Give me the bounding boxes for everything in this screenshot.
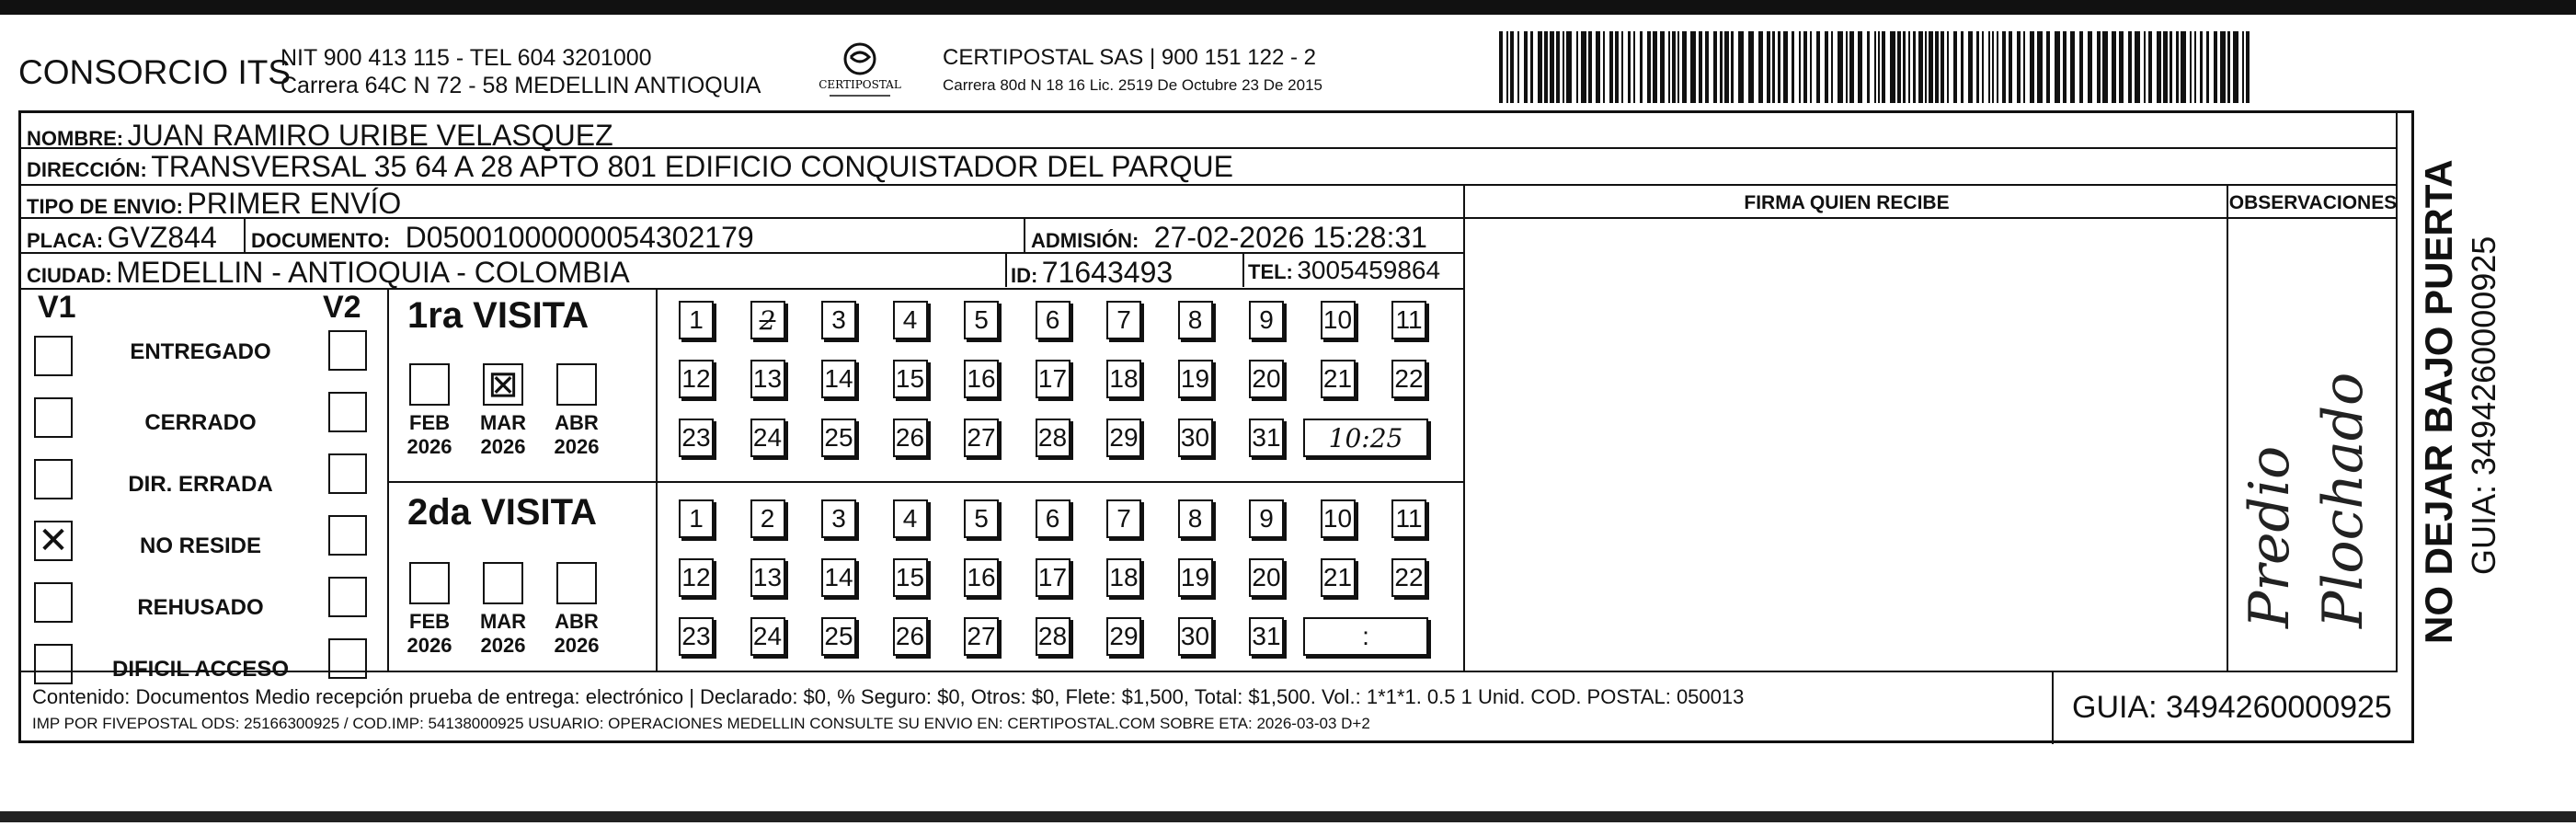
month-name: MAR xyxy=(479,411,527,434)
v1-checkbox[interactable] xyxy=(34,644,73,684)
barcode-bar xyxy=(2088,31,2092,103)
barcode-bar xyxy=(1882,31,1885,103)
barcode-bar xyxy=(2206,31,2209,103)
barcode-bar xyxy=(1544,31,1548,103)
top-border-bar xyxy=(0,0,2576,15)
side-notice: NO DEJAR BAJO PUERTA xyxy=(2417,159,2460,644)
documento-row xyxy=(251,221,754,255)
address-line: Carrera 64C N 72 - 58 MEDELLIN ANTIOQUIA xyxy=(280,73,761,98)
v2-checkbox[interactable] xyxy=(328,515,367,556)
month-year: 2026 xyxy=(406,634,452,657)
day-checkbox[interactable]: 10 xyxy=(1321,301,1356,339)
id-label: ID: xyxy=(1011,264,1038,287)
day-checkbox[interactable]: 30 xyxy=(1178,419,1213,457)
barcode-bar xyxy=(1731,31,1734,103)
month-name: ABR xyxy=(555,411,599,434)
barcode-bar xyxy=(1510,31,1514,103)
admision-row xyxy=(1031,221,1427,255)
barcode-bar xyxy=(1772,31,1775,103)
id-value: 71643493 xyxy=(1041,256,1174,289)
day-checkbox[interactable]: 21 xyxy=(1321,360,1356,398)
day-checkbox[interactable]: 13 xyxy=(750,558,785,597)
day-checkbox[interactable]: 30 xyxy=(1178,617,1213,656)
barcode-bar xyxy=(1699,31,1702,103)
barcode-bar xyxy=(1961,31,1963,103)
v1-label: V1 xyxy=(38,290,76,325)
barcode-bar xyxy=(1982,31,1984,103)
barcode-bar xyxy=(1858,31,1862,103)
month-checkbox[interactable]: ⊠ xyxy=(483,363,523,406)
barcode-bar xyxy=(1563,31,1564,103)
barcode-bar xyxy=(1953,31,1957,103)
barcode-bar xyxy=(1566,31,1572,103)
barcode-bar xyxy=(1682,31,1687,103)
day-checkbox[interactable]: 29 xyxy=(1106,617,1141,656)
barcode-bar xyxy=(2214,31,2217,103)
barcode-bar xyxy=(1778,31,1780,103)
day-checkbox[interactable]: 15 xyxy=(893,360,928,398)
barcode-bar xyxy=(1499,31,1503,103)
nit-line: NIT 900 413 115 - TEL 604 3201000 xyxy=(280,45,652,71)
admision-value: 27-02-2026 15:28:31 xyxy=(1153,221,1427,254)
documento-value: D05001000000054302179 xyxy=(405,221,754,254)
day-checkbox[interactable]: 20 xyxy=(1249,558,1284,597)
barcode-bar xyxy=(1556,31,1560,103)
barcode-bar xyxy=(2128,31,2132,103)
barcode-bar xyxy=(1976,31,1979,103)
barcode-bar xyxy=(1720,31,1723,103)
day-checkbox[interactable]: 7 xyxy=(1106,499,1141,538)
month-checkbox[interactable] xyxy=(556,562,597,604)
day-checkbox[interactable]: 11 xyxy=(1391,301,1426,339)
v2-checkbox[interactable] xyxy=(328,330,367,371)
footer-content-line: Contenido: Documentos Medio recepción prueba de entrega: electrónico | Declarado: $0, % Seguro: $0, Otros: $0, Flete: $1,500, Total: $1,500. Vol.: 1*1*1. 0.5 1 Unid. COD. POSTAL: 050013 xyxy=(32,685,1745,708)
barcode-bar xyxy=(1596,31,1600,103)
day-checkbox[interactable]: 12 xyxy=(679,360,714,398)
month-year: 2026 xyxy=(480,435,526,458)
v1-checkbox[interactable] xyxy=(34,397,73,438)
barcode-bar xyxy=(1997,31,1998,103)
second-visit-title: 2da VISITA xyxy=(407,492,597,533)
barcode-bar xyxy=(2009,31,2012,103)
barcode-bar xyxy=(2181,31,2186,103)
barcode-bar xyxy=(1690,31,1696,103)
tel-label: TEL: xyxy=(1248,260,1293,283)
barcode-bar xyxy=(1767,31,1770,103)
barcode-bar xyxy=(1783,31,1788,103)
day-checkbox[interactable]: 25 xyxy=(821,419,856,457)
v2-checkbox[interactable] xyxy=(328,392,367,432)
barcode-bar xyxy=(1803,31,1807,103)
month-label xyxy=(547,610,606,658)
status-label: CERRADO xyxy=(144,410,257,435)
day-checkbox[interactable]: 5 xyxy=(964,499,999,538)
month-name: ABR xyxy=(555,610,599,633)
placa-label: PLACA: xyxy=(27,229,104,252)
month-label xyxy=(547,411,606,459)
barcode-bar xyxy=(2135,31,2140,103)
barcode-bar xyxy=(1628,31,1631,103)
day-checkbox[interactable]: 27 xyxy=(964,419,999,457)
barcode-bar xyxy=(1988,31,1990,103)
barcode-bar xyxy=(1672,31,1676,103)
v2-checkbox[interactable] xyxy=(328,638,367,679)
barcode-bar xyxy=(1538,31,1542,103)
day-checkbox[interactable]: 25 xyxy=(821,617,856,656)
tipo-row xyxy=(27,187,401,221)
ciudad-label: CIUDAD: xyxy=(27,264,112,287)
barcode-bar xyxy=(1633,31,1635,103)
barcode-bar xyxy=(2046,31,2050,103)
barcode-bar xyxy=(2176,31,2179,103)
nombre-value: JUAN RAMIRO URIBE VELASQUEZ xyxy=(127,119,613,152)
barcode-bar xyxy=(1918,31,1923,103)
barcode-bar xyxy=(1506,31,1508,103)
barcode-bar xyxy=(2227,31,2230,103)
barcode-bar xyxy=(2023,31,2025,103)
barcode-bar xyxy=(1550,31,1554,103)
barcode-bar xyxy=(2233,31,2238,103)
barcode-bar xyxy=(1947,31,1949,103)
barcode-bar xyxy=(1810,31,1812,103)
day-checkbox[interactable]: 24 xyxy=(750,617,785,656)
day-checkbox[interactable]: 7 xyxy=(1106,301,1141,339)
v2-checkbox[interactable] xyxy=(328,577,367,617)
month-label xyxy=(474,411,532,459)
month-checkbox[interactable] xyxy=(409,363,450,406)
certipostal-info xyxy=(943,44,1322,99)
observaciones-header: OBSERVACIONES xyxy=(2228,192,2398,213)
day-checkbox[interactable]: 10 xyxy=(1321,499,1356,538)
barcode xyxy=(1499,31,2253,103)
day-checkbox[interactable]: 28 xyxy=(1036,617,1070,656)
placa-row xyxy=(27,221,217,255)
barcode-bar xyxy=(1524,31,1528,103)
barcode-bar xyxy=(2157,31,2161,103)
barcode-bar xyxy=(2144,31,2146,103)
barcode-bar xyxy=(1799,31,1801,103)
barcode-bar xyxy=(1846,31,1848,103)
barcode-bar xyxy=(1660,31,1665,103)
day-checkbox[interactable]: 23 xyxy=(679,419,714,457)
status-label: DIFICIL ACCESO xyxy=(111,657,289,682)
direccion-label: DIRECCIÓN: xyxy=(27,158,147,181)
barcode-bar xyxy=(1640,31,1643,103)
day-checkbox[interactable]: 19 xyxy=(1178,558,1213,597)
day-checkbox[interactable]: 4 xyxy=(893,301,928,339)
tel-row xyxy=(1248,256,1440,285)
v1-checkbox[interactable] xyxy=(34,336,73,376)
day-checkbox[interactable]: 1 xyxy=(679,499,714,538)
barcode-bar xyxy=(1653,31,1657,103)
day-checkbox[interactable]: 6 xyxy=(1036,301,1070,339)
footer-print-line: IMP POR FIVEPOSTAL ODS: 25166300925 / COD.IMP: 54138000925 USUARIO: OPERACIONES MEDELLIN CONSULTE SU ENVIO EN: CERTIPOSTAL.COM SOBRE ETA: 2026-03-03 D+2 xyxy=(32,715,1370,732)
company-name: CONSORCIO ITS xyxy=(18,53,292,91)
direccion-row xyxy=(27,150,1233,184)
barcode-bar xyxy=(1925,31,1927,103)
barcode-bar xyxy=(1615,31,1619,103)
barcode-bar xyxy=(1831,31,1833,103)
month-checkbox[interactable] xyxy=(409,562,450,604)
barcode-bar xyxy=(1792,31,1794,103)
day-checkbox[interactable]: 9 xyxy=(1249,301,1284,339)
barcode-bar xyxy=(1838,31,1843,103)
status-label: ENTREGADO xyxy=(130,339,271,364)
barcode-bar xyxy=(1825,31,1828,103)
day-checkbox[interactable]: 16 xyxy=(964,360,999,398)
day-checkbox[interactable]: 26 xyxy=(893,617,928,656)
barcode-bar xyxy=(1677,31,1679,103)
observacion-handwritten-1: Predio xyxy=(2238,445,2302,628)
barcode-bar xyxy=(2200,31,2203,103)
v1-checkbox[interactable]: ✕ xyxy=(34,521,73,561)
barcode-bar xyxy=(1878,31,1880,103)
day-checkbox[interactable]: 29 xyxy=(1106,419,1141,457)
barcode-bar xyxy=(1935,31,1939,103)
documento-label: DOCUMENTO: xyxy=(251,229,391,252)
barcode-bar xyxy=(2194,31,2196,103)
delivery-form xyxy=(18,110,2414,743)
status-label: REHUSADO xyxy=(137,595,264,620)
second-visit-time[interactable]: : xyxy=(1303,617,1428,656)
barcode-bar xyxy=(2037,31,2043,103)
v1-checkbox[interactable] xyxy=(34,459,73,499)
barcode-bar xyxy=(2148,31,2152,103)
v2-label: V2 xyxy=(323,290,361,325)
barcode-bar xyxy=(2119,31,2124,103)
barcode-bar xyxy=(1890,31,1895,103)
barcode-bar xyxy=(1738,31,1744,103)
day-checkbox[interactable]: 31 xyxy=(1249,617,1284,656)
tipo-value: PRIMER ENVÍO xyxy=(187,187,402,220)
day-checkbox[interactable]: 4 xyxy=(893,499,928,538)
day-checkbox[interactable]: 31 xyxy=(1249,419,1284,457)
first-visit-time[interactable]: 10:25 xyxy=(1303,419,1428,457)
barcode-bar xyxy=(1581,31,1586,103)
barcode-bar xyxy=(1758,31,1763,103)
day-checkbox[interactable]: 3 xyxy=(821,499,856,538)
barcode-bar xyxy=(2017,31,2021,103)
month-year: 2026 xyxy=(406,435,452,458)
day-checkbox[interactable]: 19 xyxy=(1178,360,1213,398)
barcode-bar xyxy=(2055,31,2060,103)
month-year: 2026 xyxy=(480,634,526,657)
day-checkbox[interactable]: 22 xyxy=(1391,360,1426,398)
barcode-bar xyxy=(2112,31,2116,103)
side-guia: GUIA: 3494260000925 xyxy=(2465,235,2502,575)
barcode-bar xyxy=(1867,31,1870,103)
barcode-bar xyxy=(2079,31,2083,103)
barcode-bar xyxy=(2070,31,2075,103)
day-checkbox[interactable]: 14 xyxy=(821,558,856,597)
barcode-bar xyxy=(2102,31,2108,103)
barcode-bar xyxy=(1647,31,1651,103)
day-checkbox[interactable]: 15 xyxy=(893,558,928,597)
day-checkbox[interactable]: 16 xyxy=(964,558,999,597)
day-checkbox[interactable]: 27 xyxy=(964,617,999,656)
barcode-bar xyxy=(1968,31,1973,103)
barcode-bar xyxy=(1913,31,1916,103)
logo-text: CERTIPOSTAL xyxy=(819,78,901,91)
day-checkbox[interactable]: 13 xyxy=(750,360,785,398)
barcode-bar xyxy=(2030,31,2034,103)
day-checkbox[interactable]: 11 xyxy=(1391,499,1426,538)
firma-header: FIRMA QUIEN RECIBE xyxy=(1744,192,1950,213)
barcode-bar xyxy=(1588,31,1592,103)
month-checkbox[interactable] xyxy=(556,363,597,406)
bottom-border-bar xyxy=(0,811,2576,822)
barcode-bar xyxy=(1992,31,1994,103)
admision-label: ADMISIÓN: xyxy=(1031,229,1139,252)
barcode-bar xyxy=(2190,31,2192,103)
ciudad-value: MEDELLIN - ANTIOQUIA - COLOMBIA xyxy=(116,256,630,289)
day-checkbox[interactable]: 14 xyxy=(821,360,856,398)
barcode-bar xyxy=(1941,31,1944,103)
day-checkbox[interactable]: 2 xyxy=(750,499,785,538)
certipostal-sub: Carrera 80d N 18 16 Lic. 2519 De Octubre 23 De 2015 xyxy=(943,76,1322,94)
month-name: MAR xyxy=(479,610,527,633)
v2-checkbox[interactable] xyxy=(328,453,367,494)
barcode-bar xyxy=(1576,31,1578,103)
v1-checkbox[interactable] xyxy=(34,582,73,623)
barcode-bar xyxy=(2246,31,2250,103)
barcode-bar xyxy=(1713,31,1717,103)
day-checkbox[interactable]: 20 xyxy=(1249,360,1284,398)
company-info xyxy=(280,44,761,99)
barcode-bar xyxy=(1530,31,1533,103)
month-checkbox[interactable] xyxy=(483,562,523,604)
barcode-bar xyxy=(2063,31,2067,103)
placa-value: GVZ844 xyxy=(107,221,217,254)
day-checkbox[interactable]: 18 xyxy=(1106,558,1141,597)
barcode-bar xyxy=(1929,31,1933,103)
certipostal-line: CERTIPOSTAL SAS | 900 151 122 - 2 xyxy=(943,45,1316,70)
barcode-bar xyxy=(1517,31,1519,103)
barcode-bar xyxy=(1849,31,1854,103)
barcode-bar xyxy=(1609,31,1613,103)
month-year: 2026 xyxy=(554,435,600,458)
day-checkbox[interactable]: 26 xyxy=(893,419,928,457)
day-checkbox[interactable]: 28 xyxy=(1036,419,1070,457)
status-label: DIR. ERRADA xyxy=(128,472,273,497)
day-checkbox[interactable]: 1 xyxy=(679,301,714,339)
barcode-bar xyxy=(2002,31,2006,103)
barcode-bar xyxy=(2220,31,2226,103)
day-checkbox[interactable]: 3 xyxy=(821,301,856,339)
day-checkbox[interactable]: 23 xyxy=(679,617,714,656)
tel-value: 3005459864 xyxy=(1297,256,1441,284)
first-visit-title: 1ra VISITA xyxy=(407,295,590,336)
ciudad-row xyxy=(27,256,630,290)
day-checkbox[interactable]: 6 xyxy=(1036,499,1070,538)
barcode-bar xyxy=(1705,31,1709,103)
footer-guia: GUIA: 3494260000925 xyxy=(2072,690,2392,725)
barcode-bar xyxy=(2097,31,2101,103)
month-name: FEB xyxy=(409,411,450,434)
barcode-bar xyxy=(2163,31,2168,103)
day-checkbox[interactable]: 21 xyxy=(1321,558,1356,597)
tipo-label: TIPO DE ENVIO: xyxy=(27,195,183,218)
day-checkbox[interactable]: 8 xyxy=(1178,499,1213,538)
barcode-bar xyxy=(1816,31,1820,103)
day-checkbox[interactable]: 18 xyxy=(1106,360,1141,398)
month-label xyxy=(400,411,459,459)
barcode-bar xyxy=(1908,31,1910,103)
barcode-bar xyxy=(1724,31,1729,103)
day-checkbox[interactable]: 5 xyxy=(964,301,999,339)
nombre-label: NOMBRE: xyxy=(27,127,124,150)
day-checkbox[interactable]: 2 xyxy=(750,301,785,339)
id-row xyxy=(1011,256,1173,290)
day-checkbox[interactable]: 17 xyxy=(1036,360,1070,398)
month-label xyxy=(400,610,459,658)
month-year: 2026 xyxy=(554,634,600,657)
barcode-bar xyxy=(1603,31,1605,103)
status-label: NO RESIDE xyxy=(139,533,262,558)
barcode-bar xyxy=(1903,31,1906,103)
barcode-bar xyxy=(1897,31,1901,103)
day-checkbox[interactable]: 22 xyxy=(1391,558,1426,597)
barcode-bar xyxy=(1874,31,1876,103)
month-name: FEB xyxy=(409,610,450,633)
observacion-handwritten-2: Plochado xyxy=(2311,372,2376,628)
day-checkbox[interactable]: 24 xyxy=(750,419,785,457)
day-checkbox[interactable]: 9 xyxy=(1249,499,1284,538)
barcode-bar xyxy=(1621,31,1623,103)
direccion-value: TRANSVERSAL 35 64 A 28 APTO 801 EDIFICIO CONQUISTADOR DEL PARQUE xyxy=(151,150,1233,183)
certipostal-logo xyxy=(809,39,910,103)
month-label xyxy=(474,610,532,658)
barcode-bar xyxy=(2242,31,2244,103)
day-checkbox[interactable]: 8 xyxy=(1178,301,1213,339)
barcode-bar xyxy=(1748,31,1754,103)
barcode-bar xyxy=(2170,31,2172,103)
day-checkbox[interactable]: 12 xyxy=(679,558,714,597)
day-checkbox[interactable]: 17 xyxy=(1036,558,1070,597)
barcode-bar xyxy=(1668,31,1670,103)
